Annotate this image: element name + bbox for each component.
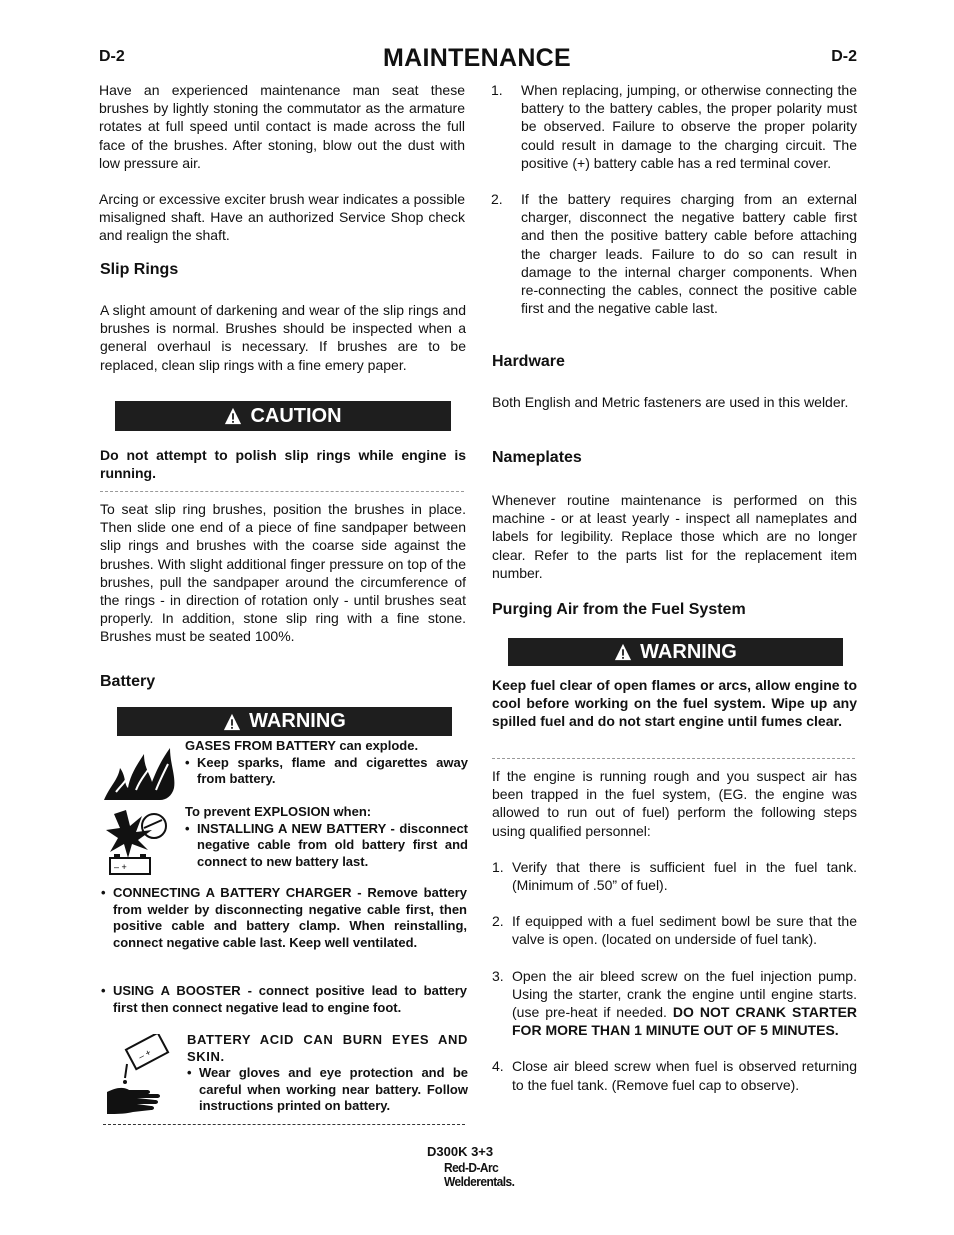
page-number-right: D-2 [831,48,857,65]
caution-banner [115,401,451,431]
divider [103,1124,465,1125]
hardware-heading: Hardware [492,353,565,370]
svg-text:– +: – + [136,1047,153,1062]
seat-brushes-paragraph: To seat slip ring brushes, position the brushes in place. Then slide one end of a piece of fine sandpaper between slip rings and brushes with the coarse side against the brushes. With slight additional finger pressure on top of the brushes, pull the sandpaper around the circumference of the rings - in direction of rotation only - until brushes seat properly. In addition, stone slip ring with a fine stone. Brushes must be seated 100%. [100,501,466,645]
booster-text: USING A BOOSTER - connect positive lead to battery first then connect negative lead to engine foot. [113,983,467,1015]
list-item-text: Close air bleed screw when fuel is observed returning to the fuel tank. (Remove fuel cap to observe). [512,1058,857,1093]
hardware-paragraph: Both English and Metric fasteners are used in this welder. [492,394,849,410]
warning-label: WARNING [249,710,346,732]
caution-text-block [100,446,466,482]
list-item [492,912,857,948]
list-item [491,190,857,317]
list-number: 1. [491,82,503,98]
brand-logo [444,1161,514,1189]
list-item [492,858,857,894]
gases-heading: GASES FROM BATTERY can explode. [185,738,419,753]
nameplates-section [492,491,857,582]
list-item [491,81,857,172]
gases-warning-block [185,738,468,788]
acid-bullet-text: Wear gloves and eye protection and be careful when working near battery. Follow instructions printed on battery. [199,1065,468,1113]
battery-explosion-icon [104,806,174,878]
caution-text: Do not attempt to polish slip rings while engine is running. [100,447,466,482]
prevent-explosion-block [185,804,468,870]
fuel-warning-text: Keep fuel clear of open flames or arcs, allow engine to cool before working on the fuel system. Wipe up any spilled fuel and do not start engine until fumes clear. [492,677,857,730]
step3-text: Open the air bleed screw on the fuel injection pump. Using the starter, crank the engine until engine starts. (use pre-heat if needed. [512,967,857,1021]
list-number: 2. [491,191,503,208]
list-item-text: If equipped with a fuel sediment bowl be sure that the valve is open. (located on underside of fuel tank). [512,913,857,948]
list-item-text: If the battery requires charging from an external charger, disconnect the negative battery cable first and then the positive battery cable before attaching the charger leads. Failure to do so can result in damage to the internal charger components. When re-connecting the cables, connect the positive cable first and the negative cable last. [521,191,857,317]
bullet: • [185,820,190,836]
battery-polarity-list [491,81,857,317]
slip-rings-paragraph: A slight amount of darkening and wear of the slip rings and brushes is normal. Brushes should be inspected when a general overhaul is necessary. If brushes are to be replaced, clean slip rings with a fine emery paper. [100,302,466,373]
fuel-warning-block [492,676,857,731]
list-number: 4. [492,1058,504,1075]
gases-bullet-text: Keep sparks, flame and cigarettes away from battery. [197,754,468,786]
acid-warning-block [187,1032,468,1115]
bullet: • [185,754,190,770]
divider [492,758,855,759]
acid-hand-icon [103,1034,173,1116]
bullet: • [101,983,106,998]
brush-seating-paragraph: Have an experienced maintenance man seat these brushes by lightly stoning the commutator as the armature rotates at full speed until contact is made across the full face of the brushes. After stoning, blow out the dust with low pressure air. [99,82,465,171]
list-item-text [512,967,857,1040]
installing-battery-text: INSTALLING A NEW BATTERY - disconnect negative cable from old battery first and connect to new battery last. [197,820,468,869]
bullet: • [101,885,106,900]
flame-icon [100,740,180,802]
purging-heading: Purging Air from the Fuel System [492,601,746,618]
caution-label: CAUTION [250,404,342,427]
brand-line-2: Welderentals. [444,1174,515,1189]
slip-rings-section [100,301,466,374]
divider [100,491,464,492]
warning-triangle-icon [223,713,241,731]
list-number: 2. [492,913,504,930]
brand-line-1: Red-D-Arc [444,1160,499,1175]
acid-heading: BATTERY ACID CAN BURN EYES AND SKIN. [187,1032,468,1064]
nameplates-heading: Nameplates [492,449,582,466]
bullet: • [187,1065,192,1080]
list-item-text: Verify that there is sufficient fuel in the fuel tank. (Minimum of .50” of fuel). [512,858,857,894]
seat-brushes-section [100,500,466,646]
step3-bold-text: DO NOT CRANK STARTER FOR MORE THAN 1 MINUTE OUT OF 5 MINUTES. [512,1004,858,1039]
booster-block [101,983,467,1016]
list-number: 1. [492,858,504,875]
hardware-section [492,393,857,411]
left-column [99,81,465,245]
warning-label: WARNING [640,640,737,663]
charger-text: CONNECTING A BATTERY CHARGER - Remove battery from welder by disconnecting negative cable first, then positive cable and battery clamp. When reinstalling, connect negative cable last. Keep well ventilated. [113,885,467,950]
battery-heading: Battery [100,673,156,690]
fuel-warning-banner [508,638,843,666]
exciter-brush-paragraph: Arcing or excessive exciter brush wear indicates a possible misaligned shaft. Have an authorized Service Shop check and realign the shaft. [99,191,465,244]
list-item-text: When replacing, jumping, or otherwise connecting the battery to the battery cables, the proper polarity must be observed. Failure to observe the proper polarity could result in damage to the charging circuit. The positive (+) battery cable has a red terminal cover. [521,82,857,171]
page-title: MAINTENANCE [382,44,572,72]
purging-intro: If the engine is running rough and you suspect air has been trapped in the fuel system, (EG. the engine was allowed to run out of fuel) perform the following steps using qualified personnel: [492,768,857,839]
warning-triangle-icon [614,643,632,661]
slip-rings-heading: Slip Rings [100,261,179,278]
list-item [492,1057,857,1093]
nameplates-paragraph: Whenever routine maintenance is performed on this machine - or at least yearly - inspect all nameplates and labels for legibility. Replace those which are no longer clear. Refer to the parts list for the replacement item number. [492,492,857,581]
list-item [492,967,857,1040]
list-number: 3. [492,967,504,984]
page-number-left: D-2 [99,48,125,65]
prevent-heading: To prevent EXPLOSION when: [185,804,372,819]
charger-block [101,885,467,951]
svg-text:– +: – + [114,862,127,872]
model-number: D300K 3+3 [427,1144,494,1159]
battery-warning-banner [117,707,452,736]
warning-triangle-icon [224,407,242,425]
purging-section [492,767,857,1094]
